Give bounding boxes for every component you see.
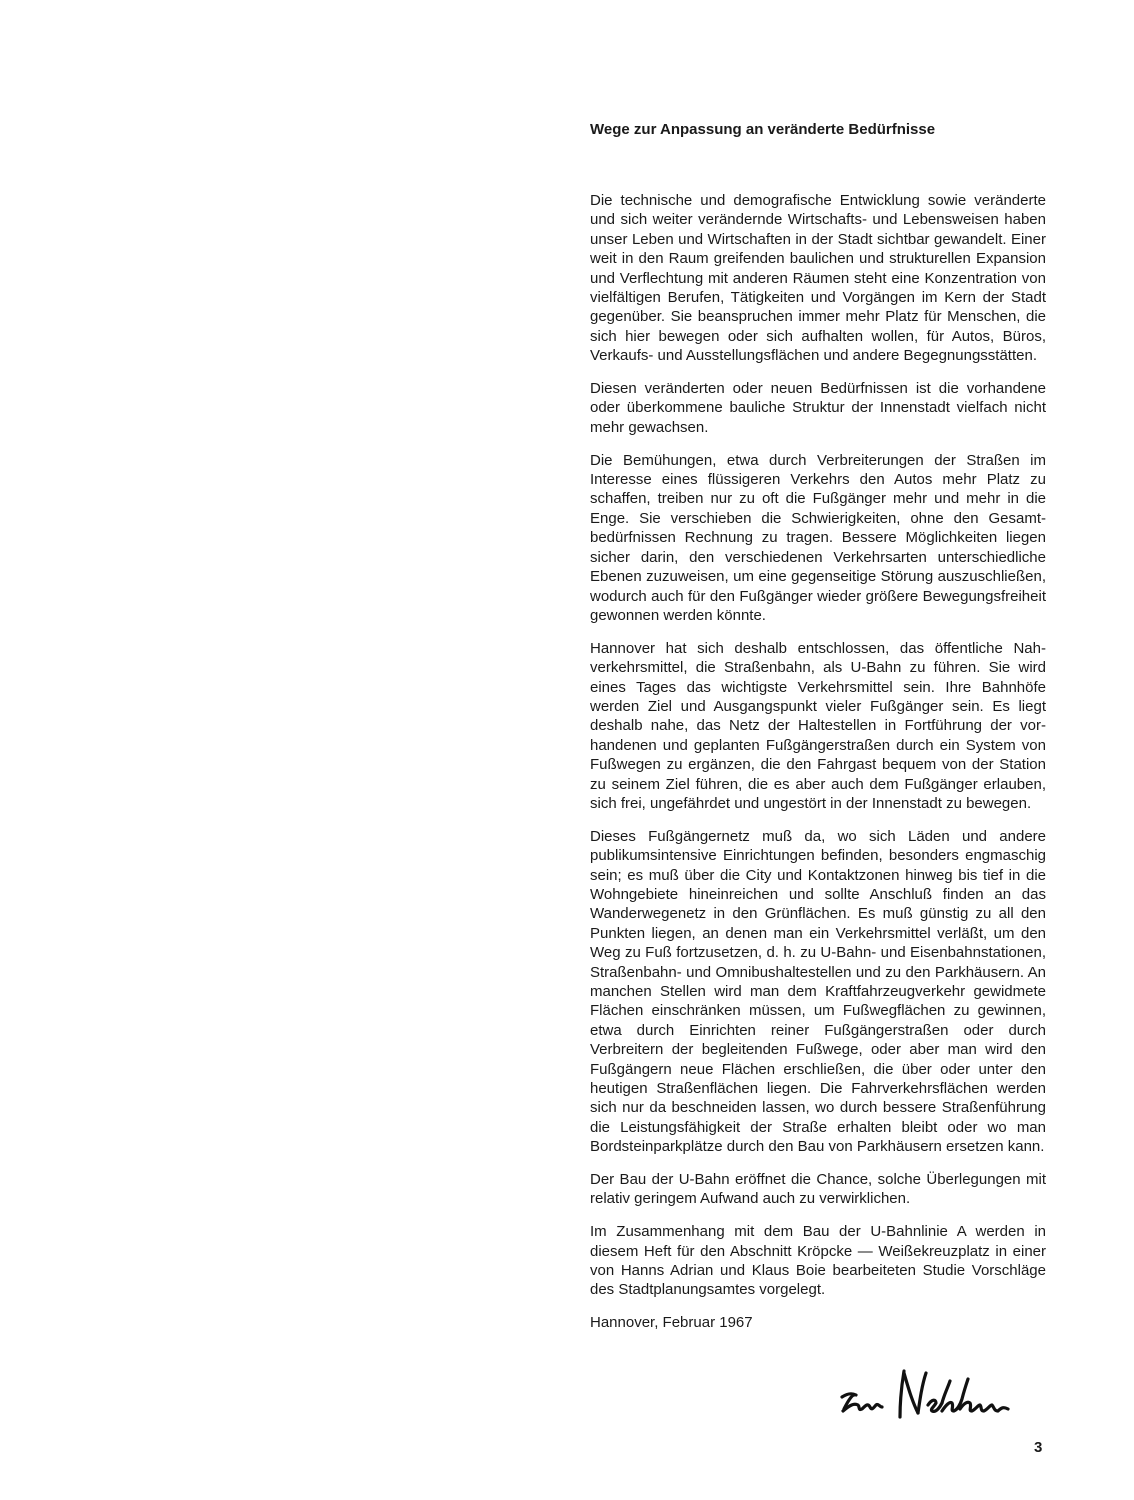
paragraph-4: Hannover hat sich deshalb entschlossen, das öffentliche Nahverkehrsmittel, die Straßenbahn, als U-Bahn zu führen. Sie wird eines Tages das wichtigste Verkehrsmittel sein. Ihre Bahnhöfe werden Ziel und Ausgangspunkt vieler Fußgänger sein. Es liegt deshalb nahe, das Netz der Haltestellen in Fortführung der vorhandenen und geplanten Fußgängerstraßen durch ein System von Fußwegen zu ergänzen, die den Fahrgast bequem von der Station zu seinem Ziel führen, die es aber auch dem Fußgänger erlauben, sich frei, ungefährdet und ungestört in der Innenstadt zu bewegen. [590, 639, 1046, 812]
text-column [590, 120, 1046, 1333]
handwritten-signature [838, 1365, 1013, 1427]
page-number: 3 [1034, 1439, 1043, 1456]
paragraph-3: Die Bemühungen, etwa durch Verbreiterungen der Straßen im Interesse eines flüssigeren Verkehrs den Autos mehr Platz zu schaffen, treiben nur zu oft die Fußgänger mehr und mehr in die Enge. Sie verschieben die Schwierigkeiten, ohne den Gesamtbedürfnissen Rechnung zu tragen. Bessere Möglichkeiten liegen sicher darin, den verschiedenen Verkehrsarten unterschiedliche Ebenen zuzuweisen, um eine gegenseitige Störung auszuschließen, wodurch auch für den Fußgänger wieder größere Bewegungsfreiheit gewonnen werden könnte. [590, 451, 1046, 624]
page-heading: Wege zur Anpassung an veränderte Bedürfnisse [590, 121, 936, 138]
paragraph-1: Die technische und demografische Entwicklung sowie veränderte und sich weiter verändernde Wirtschafts- und Lebensweisen haben unser Leben und Wirtschaften in der Stadt sichtbar gewandelt. Einer weit in den Raum greifenden baulichen und strukturellen Expansion und Verflechtung mit anderen Räumen steht eine Konzentration von vielfältigen Berufen, Tätigkeiten und Vorgängen im Kern der Stadt gegenüber. Sie beanspruchen immer mehr Platz für Menschen, die sich hier bewegen oder sich aufhalten wollen, für Autos, Büros, Verkaufs- und Ausstellungsflächen und andere Begegnungsstätten. [590, 192, 1046, 365]
place-date: Hannover, Februar 1967 [590, 1314, 753, 1332]
paragraph-6: Der Bau der U-Bahn eröffnet die Chance, solche Überlegungen mit relativ geringem Aufwand auch zu verwirklichen. [590, 1171, 1046, 1208]
body-text [590, 191, 1046, 1333]
paragraph-2: Diesen veränderten oder neuen Bedürfnissen ist die vorhandene oder überkommene bauliche Struktur der Innenstadt vielfach nicht mehr gewachsen. [590, 380, 1046, 436]
paragraph-7: Im Zusammenhang mit dem Bau der U-Bahnlinie A werden in diesem Heft für den Abschnitt Kröpcke — Weißekreuzplatz in einer von Hanns Adrian und Klaus Boie bearbeiteten Studie Vorschläge des Stadtplanungsamtes vorgelegt. [590, 1223, 1046, 1299]
paragraph-5: Dieses Fußgängernetz muß da, wo sich Läden und andere publikumsintensive Einrichtungen befinden, besonders engmaschig sein; es muß über die City und Kontaktzonen hinweg bis tief in die Wohngebiete hineinreichen und sollte Anschluß finden an das Wanderwegenetz in den Grünflächen. Es muß günstig zu all den Punkten liegen, an denen man ein Verkehrsmittel verläßt, um den Weg zu Fuß fortzusetzen, d. h. zu U-Bahn- und Eisenbahnstationen, Straßenbahn- und Omnibushaltestellen und zu den Parkhäusern. An manchen Stellen wird man dem Kraftfahrzeugverkehr gewidmete Flächen einschränken müssen, um Fußwegflächen zu gewinnen, etwa durch Einrichten reiner Fußgängerstraßen oder durch Verbreitern der begleitenden Fußwege, oder aber man wird den Fußgängern neue Flächen erschließen, die über oder unter den heutigen Straßenflächen liegen. Die Fahrverkehrsflächen werden sich nur da beschneiden lassen, wo durch bessere Straßenführung die Leistungsfähigkeit der Straße erhalten bleibt oder wo man Bordsteinparkplätze durch den Bau von Parkhäusern ersetzen kann. [590, 827, 1046, 1156]
